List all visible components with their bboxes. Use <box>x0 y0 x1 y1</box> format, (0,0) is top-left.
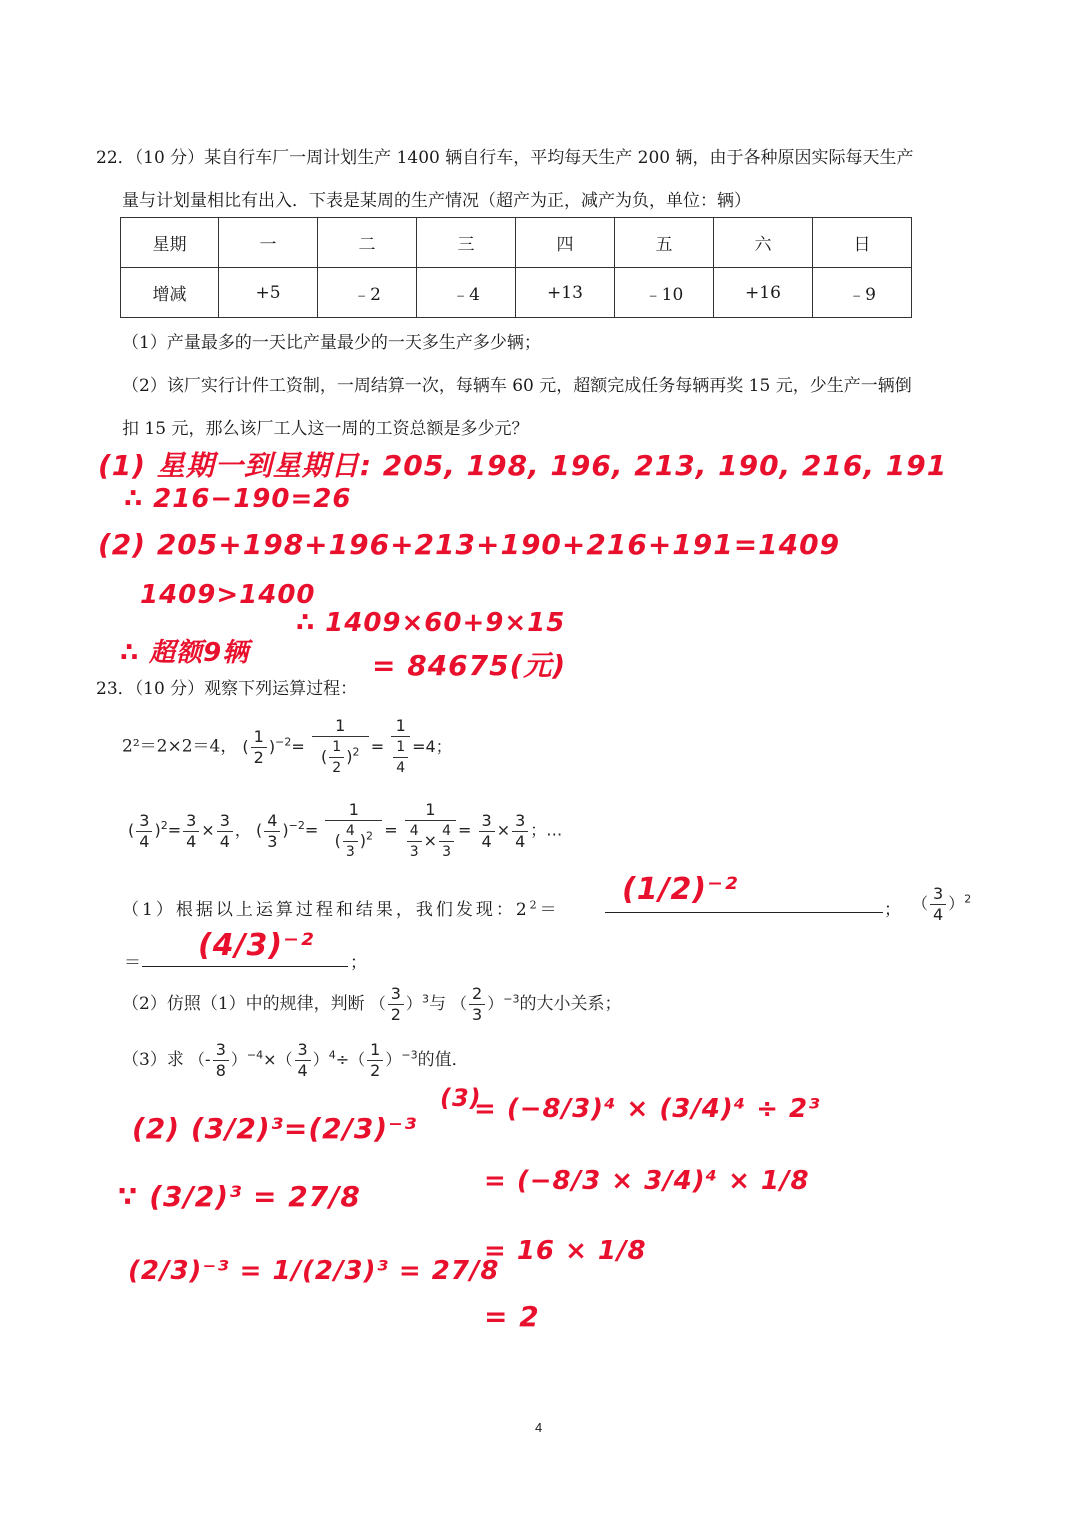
fraction: $\frac{3}{4}$ <box>136 811 152 852</box>
example-1-left: 2²＝2×2＝4， <box>122 736 238 757</box>
sub1-end-sep: ； <box>350 953 367 973</box>
fraction: $\frac{3}{4}$ <box>217 811 233 852</box>
q22-sub2a: （2）该厂实行计件工资制，一周结算一次，每辆车 60 元，超额完成任务每辆再奖 15 元，少生产一辆倒 <box>122 376 912 396</box>
q22-sub2b: 扣 15 元，那么该厂工人这一周的工资总额是多少元？ <box>122 419 529 439</box>
table-cell: 二 <box>318 218 417 268</box>
fraction: $\frac{1}{2}$ <box>367 1040 383 1081</box>
fraction: $\frac{3}{4}$ <box>479 811 495 852</box>
table-row <box>121 268 912 318</box>
table-cell: 三 <box>417 218 516 268</box>
hw23-blank1: (1/2)⁻² <box>622 872 739 907</box>
hw22-line2: ∴ 216−190=26 <box>124 484 352 514</box>
hw23-b1: = (−8/3)⁴ × (3/4)⁴ ÷ 2³ <box>474 1094 821 1124</box>
sub3-label: （3）求 <box>122 1050 184 1070</box>
table-cell: ﹣4 <box>417 268 516 318</box>
fraction: $\frac{2}{3}$ <box>469 984 485 1025</box>
production-table <box>120 217 912 318</box>
fraction: $\frac{1}{\frac{1}{4}}$ <box>391 716 410 778</box>
fraction: $\frac{3}{4}$ <box>183 811 199 852</box>
hw23-blank2: (4/3)⁻² <box>198 928 315 963</box>
q23-example-1 <box>122 716 452 778</box>
hw22-line5: ∴ 超额9辆 <box>120 638 250 668</box>
fraction: $\frac{4}{3}$ <box>264 811 280 852</box>
table-cell: 六 <box>714 218 813 268</box>
sub2-label: （2）仿照（1）中的规律，判断 <box>122 994 365 1014</box>
table-cell: 四 <box>516 218 615 268</box>
q22-sub1: （1）产量最多的一天比产量最少的一天多生产多少辆； <box>122 333 541 353</box>
hw22-line1: (1) 星期一到星期日: 205, 198, 196, 213, 190, 216, 191 <box>98 449 948 482</box>
hw23-b0: (3) <box>440 1084 482 1112</box>
hw22-line7: = 84675(元) <box>372 649 567 682</box>
fraction: 1 ( $\frac{4}{3}$ )$^2$ <box>325 800 382 862</box>
fraction: $\frac{3}{4}$ <box>930 884 946 925</box>
example-1-expr: ( $\frac{1}{2}$ )$^{-2}$= 1 ( $\frac{1}{2}$ )$^2$ = $\frac{1}{\frac{1}{4}}$ =4； <box>242 716 452 776</box>
fraction: $\frac{1}{2}$ <box>251 727 267 768</box>
fraction: $\frac{3}{4}$ <box>512 811 528 852</box>
table-cell: ﹣10 <box>615 268 714 318</box>
table-cell: +5 <box>219 268 318 318</box>
hw23-a2: ∵ (3/2)³ = 27/8 <box>118 1180 361 1213</box>
q23-example-2: ( $\frac{3}{4}$ )$^2$= $\frac{3}{4}$ × $\frac{3}{4}$ ， ( $\frac{4}{3}$ )$^{-2}$= 1 ( $\frac{4}{3}$ )$^2$ = 1 $\frac{4}{3}$ × $\frac{4}{3}$ = $\frac{3}{4}$ × $\frac{3}{4}$ ；… <box>128 800 563 860</box>
sub3-end: 的值． <box>417 1050 469 1070</box>
fraction: $\frac{3}{4}$ <box>295 1040 311 1081</box>
q23-title: 23．（10 分）观察下列运算过程： <box>96 679 358 699</box>
hw23-a1: (2) (3/2)³=(2/3)⁻³ <box>132 1112 418 1145</box>
sub1-three-quarters: （ $\frac{3}{4}$ ）$^2$ <box>912 884 972 924</box>
hw23-b2: = (−8/3 × 3/4)⁴ × 1/8 <box>484 1166 810 1196</box>
table-cell: +16 <box>714 268 813 318</box>
fraction: 1 $\frac{4}{3}$ × $\frac{4}{3}$ <box>405 800 456 862</box>
hw23-b4: = 2 <box>484 1300 540 1333</box>
answer-blank-1[interactable] <box>605 912 883 913</box>
hw23-a3: (2/3)⁻³ = 1/(2/3)³ = 27/8 <box>128 1256 500 1286</box>
q23-sub2: （2）仿照（1）中的规律，判断 （ $\frac{3}{2}$ ）$^3$与 （ $\frac{2}{3}$ ）$^{-3}$的大小关系； <box>122 984 622 1024</box>
table-cell: +13 <box>516 268 615 318</box>
fraction: $\frac{3}{2}$ <box>388 984 404 1025</box>
table-cell: 一 <box>219 218 318 268</box>
sub1-end-eq: ＝ <box>124 953 141 973</box>
q23-sub1: （1）根据以上运算过程和结果，我们发现：$2^2=$ <box>122 898 560 920</box>
hw22-line6: ∴ 1409×60+9×15 <box>296 608 566 638</box>
fraction: $\frac{3}{8}$ <box>213 1040 229 1081</box>
table-cell: ﹣9 <box>813 268 912 318</box>
table-cell: 星期 <box>121 218 219 268</box>
sub1-separator: ； <box>884 900 901 920</box>
table-cell: 日 <box>813 218 912 268</box>
sub1-eq: ＝ <box>539 900 560 920</box>
sub2-end: 的大小关系； <box>519 994 622 1014</box>
q23-sub3: （3）求 （- $\frac{3}{8}$ ）$^{-4}$×（ $\frac{3}{4}$ ）$^4$÷（ $\frac{1}{2}$ ）$^{-3}$的值． <box>122 1040 469 1080</box>
page-number: 4 <box>535 1420 543 1435</box>
q22-line1: 22．（10 分）某自行车厂一周计划生产 1400 辆自行车，平均每天生产 200 辆，由于各种原因实际每天生产 <box>96 148 914 168</box>
hw23-b3: = 16 × 1/8 <box>484 1236 647 1266</box>
sub1-prefix: （1）根据以上运算过程和结果，我们发现：2 <box>122 900 530 920</box>
table-cell: ﹣2 <box>318 268 417 318</box>
table-cell: 增减 <box>121 268 219 318</box>
fraction: 1 ( $\frac{1}{2}$ )$^2$ <box>312 716 369 778</box>
hw22-line3: (2) 205+198+196+213+190+216+191=1409 <box>98 528 841 561</box>
q22-line2: 量与计划量相比有出入．下表是某周的生产情况（超产为正，减产为负，单位：辆） <box>122 191 751 211</box>
answer-blank-2[interactable] <box>142 966 348 967</box>
table-cell: 五 <box>615 218 714 268</box>
sub2-mid: 与 <box>428 994 446 1014</box>
hw22-line4: 1409>1400 <box>140 580 316 610</box>
table-row <box>121 218 912 268</box>
